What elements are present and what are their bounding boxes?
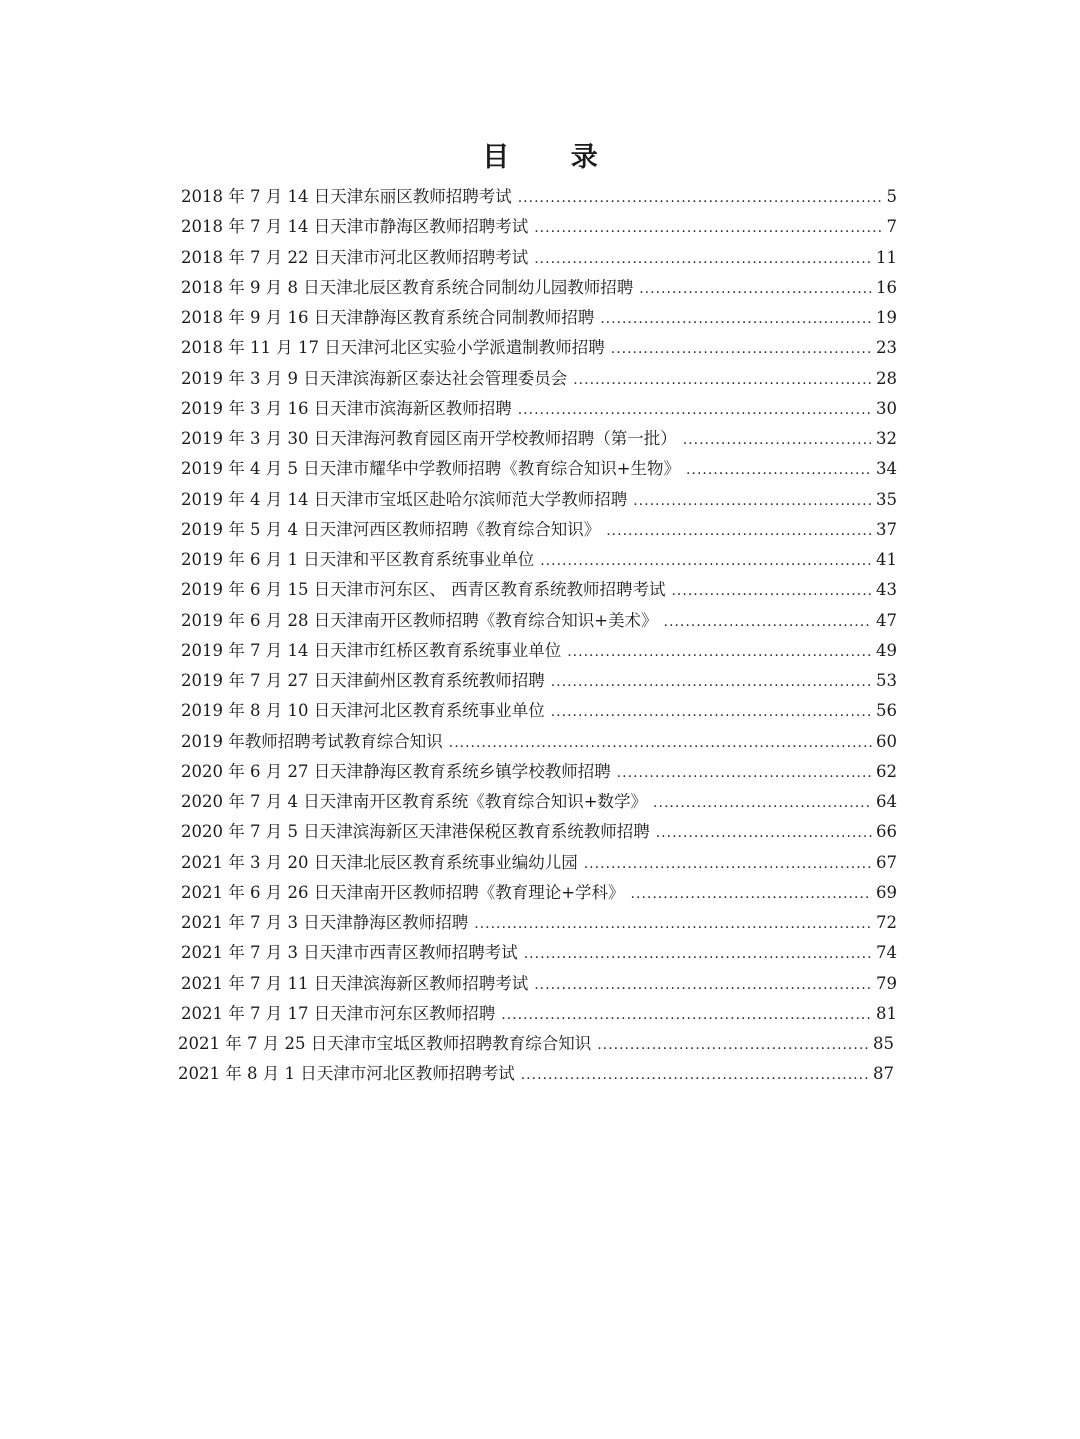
toc-entry-title: 2019 年 3 月 16 日天津市滨海新区教师招聘 xyxy=(181,398,512,418)
toc-entry[interactable] xyxy=(181,333,897,363)
toc-entry-title: 2020 年 7 月 4 日天津南开区教育系统《教育综合知识+数学》 xyxy=(181,792,648,811)
toc-entry-title: 2021 年 8 月 1 日天津市河北区教师招聘考试 xyxy=(178,1064,515,1084)
dot-leader xyxy=(653,788,872,818)
toc-page-number: 62 xyxy=(876,761,897,781)
dot-leader xyxy=(600,304,872,334)
toc-entry-title: 2019 年 6 月 28 日天津南开区教师招聘《教育综合知识+美术》 xyxy=(181,610,658,630)
page-title: 目 录 xyxy=(482,142,624,173)
toc-entry-title: 2019 年 3 月 9 日天津滨海新区泰达社会管理委员会 xyxy=(181,368,568,388)
dot-leader xyxy=(474,909,872,939)
toc-entry-title: 2019 年 8 月 10 日天津河北区教育系统事业单位 xyxy=(181,701,545,721)
toc-entry[interactable] xyxy=(181,273,897,303)
toc-page-number: 11 xyxy=(876,247,897,267)
toc-entry[interactable] xyxy=(181,666,897,696)
toc-entry-title: 2021 年 7 月 11 日天津滨海新区教师招聘考试 xyxy=(181,973,529,993)
toc-entry[interactable] xyxy=(181,908,897,938)
toc-entry[interactable] xyxy=(181,364,897,394)
dot-leader xyxy=(567,637,872,667)
toc-page-number: 32 xyxy=(876,429,897,448)
toc-page-number: 79 xyxy=(876,973,897,993)
toc-entry-title: 2021 年 7 月 25 日天津市宝坻区教师招聘教育综合知识 xyxy=(178,1034,592,1053)
dot-leader xyxy=(540,546,872,576)
dot-leader xyxy=(501,1000,872,1030)
toc-entry-title: 2019 年 4 月 14 日天津市宝坻区赴哈尔滨师范大学教师招聘 xyxy=(181,489,628,509)
dot-leader xyxy=(534,213,882,243)
dot-leader xyxy=(617,758,872,788)
dot-leader xyxy=(524,939,872,969)
toc-page-number: 37 xyxy=(876,519,897,539)
toc-entry[interactable] xyxy=(181,938,897,968)
toc-entry-title: 2021 年 7 月 3 日天津市西青区教师招聘考试 xyxy=(181,943,518,963)
toc-entry[interactable] xyxy=(181,848,897,878)
dot-leader xyxy=(449,728,872,758)
toc-page-number: 7 xyxy=(886,217,897,237)
dot-leader xyxy=(664,607,872,637)
toc-entry[interactable] xyxy=(181,545,897,575)
toc-entry[interactable] xyxy=(181,606,897,636)
toc-entry-title: 2021 年 7 月 17 日天津市河东区教师招聘 xyxy=(181,1003,496,1023)
dot-leader xyxy=(551,697,872,727)
toc-entry[interactable] xyxy=(181,454,897,484)
toc-page-number: 28 xyxy=(876,368,897,388)
toc-entry[interactable] xyxy=(181,757,897,787)
toc-entry[interactable] xyxy=(181,424,897,454)
toc-entry-title: 2021 年 6 月 26 日天津南开区教师招聘《教育理论+学科》 xyxy=(181,882,625,902)
dot-leader xyxy=(597,1030,869,1060)
toc-page-number: 16 xyxy=(876,277,897,297)
toc-entry-title: 2019 年 4 月 5 日天津市耀华中学教师招聘《教育综合知识+生物》 xyxy=(181,459,681,479)
dot-leader xyxy=(534,244,872,274)
dot-leader xyxy=(611,334,872,364)
dot-leader xyxy=(551,667,872,697)
toc-entry[interactable] xyxy=(178,1059,894,1089)
toc-entry-title: 2021 年 3 月 20 日天津北辰区教育系统事业编幼儿园 xyxy=(181,852,578,872)
toc-page-number: 35 xyxy=(876,489,897,509)
toc-entry[interactable] xyxy=(181,303,897,333)
toc-entry[interactable] xyxy=(181,969,897,999)
dot-leader xyxy=(521,1060,869,1090)
toc-page-number: 69 xyxy=(876,882,897,902)
toc-page-number: 19 xyxy=(876,308,897,327)
toc-entry-title: 2018 年 7 月 22 日天津市河北区教师招聘考试 xyxy=(181,247,529,267)
toc-page-number: 64 xyxy=(876,792,897,811)
toc-entry[interactable] xyxy=(181,243,897,273)
toc-entry-title: 2019 年 7 月 14 日天津市红桥区教育系统事业单位 xyxy=(181,640,562,660)
toc-page-number: 49 xyxy=(876,640,897,660)
toc-entry[interactable] xyxy=(181,212,897,242)
toc-entry[interactable] xyxy=(181,999,897,1029)
toc-entry[interactable] xyxy=(181,878,897,908)
toc-entry[interactable] xyxy=(181,817,897,847)
toc-entry[interactable] xyxy=(181,696,897,726)
toc-page-number: 43 xyxy=(876,580,897,600)
toc-entry-title: 2018 年 7 月 14 日天津东丽区教师招聘考试 xyxy=(181,187,512,206)
toc-entry[interactable] xyxy=(181,727,897,757)
table-of-contents xyxy=(178,182,897,1090)
toc-entry[interactable] xyxy=(181,787,897,817)
toc-entry-title: 2019 年 6 月 1 日天津和平区教育系统事业单位 xyxy=(181,550,535,569)
dot-leader xyxy=(671,576,872,606)
toc-entry-title: 2018 年 11 月 17 日天津河北区实验小学派遣制教师招聘 xyxy=(181,338,605,358)
dot-leader xyxy=(573,365,872,395)
dot-leader xyxy=(631,879,872,909)
toc-page-number: 23 xyxy=(876,338,897,358)
toc-entry[interactable] xyxy=(181,575,897,605)
toc-entry-title: 2021 年 7 月 3 日天津静海区教师招聘 xyxy=(181,913,469,932)
dot-leader xyxy=(656,818,872,848)
toc-page-number: 74 xyxy=(876,943,897,963)
toc-entry-title: 2020 年 7 月 5 日天津滨海新区天津港保税区教育系统教师招聘 xyxy=(181,822,650,842)
toc-page-number: 34 xyxy=(876,459,897,479)
dot-leader xyxy=(518,395,872,425)
toc-entry-title: 2019 年 7 月 27 日天津蓟州区教育系统教师招聘 xyxy=(181,671,545,690)
toc-page-number: 67 xyxy=(876,852,897,872)
dot-leader xyxy=(584,849,872,879)
dot-leader xyxy=(633,486,872,516)
toc-entry-title: 2018 年 9 月 16 日天津静海区教育系统合同制教师招聘 xyxy=(181,308,595,327)
toc-entry[interactable] xyxy=(181,182,897,212)
toc-page-number: 5 xyxy=(886,187,897,206)
toc-page-number: 87 xyxy=(873,1064,894,1084)
toc-page-number: 85 xyxy=(873,1034,894,1053)
toc-page-number: 41 xyxy=(876,550,897,569)
toc-page-number: 60 xyxy=(876,731,897,751)
toc-entry-title: 2018 年 9 月 8 日天津北辰区教育系统合同制幼儿园教师招聘 xyxy=(181,277,634,297)
toc-page-number: 56 xyxy=(876,701,897,721)
dot-leader xyxy=(639,274,872,304)
toc-entry[interactable] xyxy=(178,1029,894,1059)
toc-page-number: 81 xyxy=(876,1003,897,1023)
toc-entry-title: 2019 年 3 月 30 日天津海河教育园区南开学校教师招聘（第一批） xyxy=(181,429,677,448)
toc-page-number: 72 xyxy=(876,913,897,932)
toc-entry-title: 2018 年 7 月 14 日天津市静海区教师招聘考试 xyxy=(181,217,529,237)
toc-page-number: 30 xyxy=(876,398,897,418)
toc-entry-title: 2019 年 5 月 4 日天津河西区教师招聘《教育综合知识》 xyxy=(181,519,601,539)
toc-entry-title: 2019 年教师招聘考试教育综合知识 xyxy=(181,731,443,751)
dot-leader xyxy=(686,455,872,485)
toc-page-number: 47 xyxy=(876,610,897,630)
toc-entry-title: 2019 年 6 月 15 日天津市河东区、 西青区教育系统教师招聘考试 xyxy=(181,580,666,600)
dot-leader xyxy=(518,183,883,213)
toc-entry[interactable] xyxy=(181,394,897,424)
toc-page-number: 53 xyxy=(876,671,897,690)
toc-page-number: 66 xyxy=(876,822,897,842)
dot-leader xyxy=(606,516,872,546)
toc-entry[interactable] xyxy=(181,485,897,515)
toc-entry-title: 2020 年 6 月 27 日天津静海区教育系统乡镇学校教师招聘 xyxy=(181,761,611,781)
toc-entry[interactable] xyxy=(181,636,897,666)
toc-entry[interactable] xyxy=(181,515,897,545)
dot-leader xyxy=(683,425,872,455)
dot-leader xyxy=(534,970,872,1000)
